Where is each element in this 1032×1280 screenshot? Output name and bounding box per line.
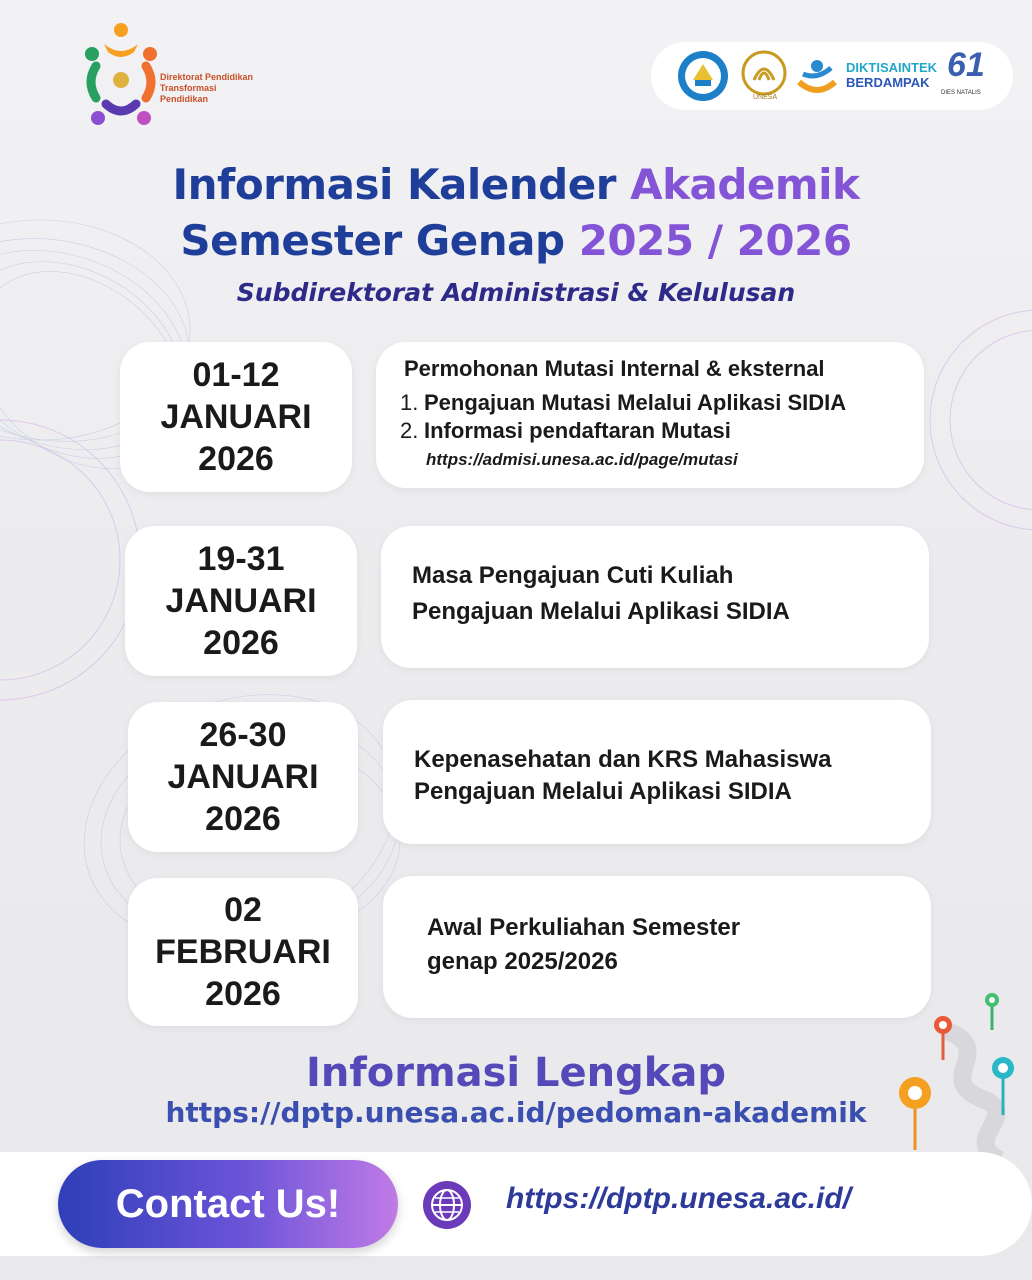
event-line-1: Awal Perkuliahan Semester bbox=[427, 914, 741, 941]
event-date-month: JANUARI bbox=[165, 582, 317, 620]
dikti-logo-icon bbox=[795, 54, 839, 98]
list-number: 2. bbox=[400, 418, 419, 443]
event-date-days: 26-30 bbox=[199, 716, 287, 754]
website-link[interactable]: https://dptp.unesa.ac.id/ bbox=[506, 1182, 852, 1215]
title-part1: Informasi Kalender bbox=[172, 160, 631, 209]
dikti-label-line2: BERDAMPAK bbox=[846, 75, 930, 90]
page-title-line1 bbox=[0, 160, 1032, 209]
event-item-2: Informasi pendaftaran Mutasi bbox=[424, 418, 731, 443]
unesa-label: UNESA bbox=[753, 94, 778, 101]
title-part4: 2025 / 2026 bbox=[578, 216, 852, 265]
org-name-line1: Direktorat Pendidikan bbox=[160, 72, 254, 82]
event-date-year: 2026 bbox=[205, 800, 281, 838]
people-circle-icon bbox=[76, 22, 166, 142]
dies-number: 61 bbox=[947, 46, 985, 84]
event-date-year: 2026 bbox=[198, 440, 274, 478]
globe-icon bbox=[422, 1180, 472, 1230]
info-lengkap-title: Informasi Lengkap bbox=[305, 1050, 727, 1096]
pedoman-link[interactable]: https://dptp.unesa.ac.id/pedoman-akademik bbox=[165, 1096, 867, 1129]
event-date-days: 19-31 bbox=[197, 540, 285, 578]
event-info-card bbox=[376, 342, 924, 488]
event-date-days: 01-12 bbox=[192, 356, 280, 394]
list-number: 1. bbox=[400, 390, 419, 415]
unesa-logo-icon bbox=[741, 50, 787, 96]
event-date-card bbox=[125, 526, 357, 676]
event-date-month: JANUARI bbox=[167, 758, 319, 796]
event-date-year: 2026 bbox=[205, 975, 281, 1013]
event-date-month: FEBRUARI bbox=[155, 933, 331, 971]
event-info-card bbox=[383, 700, 931, 844]
event-line-1: Masa Pengajuan Cuti Kuliah bbox=[412, 562, 734, 589]
dptp-logo bbox=[76, 22, 266, 142]
event-item-1: Pengajuan Mutasi Melalui Aplikasi SIDIA bbox=[424, 390, 847, 415]
event-date-days: 02 bbox=[224, 891, 262, 929]
event-date-year: 2026 bbox=[203, 624, 279, 662]
event-line-2: Pengajuan Melalui Aplikasi SIDIA bbox=[412, 598, 790, 625]
page-title-line2 bbox=[0, 216, 1032, 265]
dikti-label-line1: DIKTISAINTEK bbox=[846, 60, 937, 75]
event-info-card bbox=[383, 876, 931, 1018]
mutasi-link[interactable]: https://admisi.unesa.ac.id/page/mutasi bbox=[426, 450, 738, 469]
partner-logos bbox=[651, 42, 1013, 110]
event-info-card bbox=[381, 526, 929, 668]
tutwuri-logo-icon bbox=[677, 50, 729, 102]
title-part3: Semester Genap bbox=[180, 216, 579, 265]
page-subtitle: Subdirektorat Administrasi & Kelulusan bbox=[236, 278, 796, 307]
dies-label: DIES NATALIS bbox=[941, 90, 981, 96]
event-line-2: genap 2025/2026 bbox=[427, 948, 618, 975]
event-heading: Permohonan Mutasi Internal & eksternal bbox=[404, 356, 825, 381]
contact-us-button[interactable]: Contact Us! bbox=[58, 1160, 398, 1248]
event-line-2: Pengajuan Melalui Aplikasi SIDIA bbox=[414, 778, 792, 805]
event-line-1: Kepenasehatan dan KRS Mahasiswa bbox=[414, 746, 832, 773]
event-date-card bbox=[128, 878, 358, 1026]
event-date-month: JANUARI bbox=[160, 398, 312, 436]
org-name-line2: Transformasi Pendidikan bbox=[160, 83, 217, 104]
event-date-card bbox=[128, 702, 358, 852]
title-part2: Akademik bbox=[630, 160, 860, 209]
event-date-card bbox=[120, 342, 352, 492]
